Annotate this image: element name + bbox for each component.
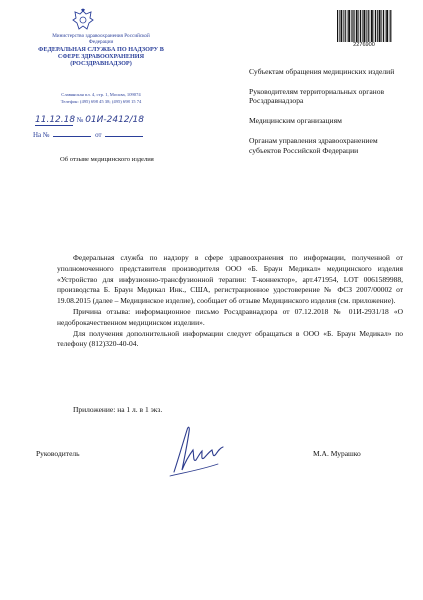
handwritten-signature xyxy=(160,420,230,480)
handwritten-number: 01И-2412/18 xyxy=(85,115,145,125)
address-line: Славянская пл. 4, стр. 1, Москва, 109074 xyxy=(61,92,141,97)
on-number-label: На № xyxy=(33,131,50,139)
signer-name: М.А. Мурашко xyxy=(313,449,361,458)
attachment-note: Приложение: на 1 л. в 1 экз. xyxy=(73,405,163,414)
body-paragraph: Для получения дополнительной информации следует обращаться в ООО «Б. Браун Медикал» по телефону (812)320-40-04. xyxy=(57,328,403,349)
number-prefix: № xyxy=(76,116,84,124)
recipients-block xyxy=(249,67,409,165)
reference-line xyxy=(33,131,145,139)
ministry-name: Министерство здравоохранения Российской Федерации xyxy=(52,33,150,46)
recipient-item: Субъектам обращения медицинских изделий xyxy=(249,67,395,76)
letterhead-address xyxy=(40,91,162,105)
recipient-item: Органам управления здравоохранением субъектов Российской Федерации xyxy=(249,136,378,155)
registration-line xyxy=(33,115,144,126)
recipient-item: Руководителям территориальных органов Росздравнадзора xyxy=(249,86,385,106)
body-paragraph: Федеральная служба по надзору в сфере здравоохранения по информации, полученной от уполномоченного представителя производителя ООО «Б. Браун Медикал» медицинского изделия «Устройство для инфузионно-трансфузионной терапии: Т-коннектор», арт.471954, LOT 0061589988, производства Б. Браун Медикал Инк., США, регистрационное удостоверение № ФСЗ 2007/00002 от 19.08.2015 (далее – Медицинское изделие), сообщает об отзыве Медицинского изделия (см. приложение). xyxy=(57,253,403,306)
phone-line: Телефон: (495) 698 45 38; (495) 698 15 74 xyxy=(60,99,142,104)
ref-number-field xyxy=(53,136,91,137)
date-field xyxy=(35,115,76,126)
service-name: ФЕДЕРАЛЬНАЯ СЛУЖБА ПО НАДЗОРУ В СФЕРЕ ЗДРАВООХРАНЕНИЯ (РОСЗДРАВНАДЗОР) xyxy=(38,46,164,68)
handwritten-date: 11.12.18 xyxy=(35,115,76,125)
letter-body xyxy=(57,253,403,350)
barcode-number: 2276900 xyxy=(353,42,375,48)
from-label: от xyxy=(95,131,102,139)
ref-date-field xyxy=(105,136,143,137)
recipient-item: Медицинским организациям xyxy=(249,116,342,126)
barcode xyxy=(336,10,392,42)
subject-line: Об отзыве медицинского изделия xyxy=(60,156,154,163)
signer-title: Руководитель xyxy=(36,449,80,458)
body-paragraph: Причина отзыва: информационное письмо Росздравнадзора от 07.12.2018 № 01И-2931/18 «О недоброкачественном медицинском изделии». xyxy=(57,306,403,327)
coat-of-arms-icon xyxy=(70,8,96,32)
